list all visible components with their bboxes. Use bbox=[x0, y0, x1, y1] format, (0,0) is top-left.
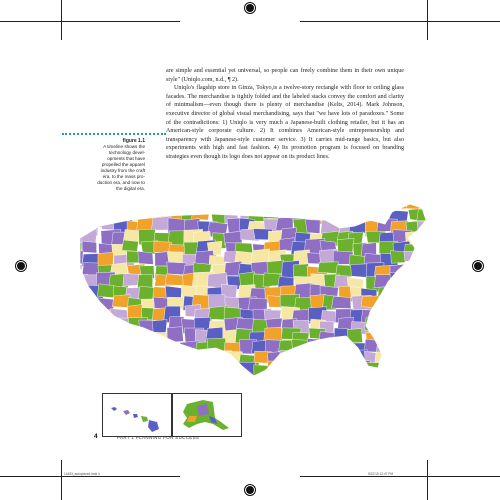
map-region bbox=[436, 263, 440, 279]
map-region bbox=[156, 385, 172, 386]
map-region bbox=[167, 198, 187, 212]
map-region bbox=[404, 306, 425, 322]
map-region bbox=[379, 361, 394, 376]
map-region bbox=[167, 327, 183, 343]
registration-mark-icon bbox=[246, 4, 254, 12]
map-region bbox=[333, 210, 350, 225]
map-region bbox=[141, 385, 156, 386]
map-region bbox=[80, 361, 101, 373]
map-region bbox=[126, 350, 147, 364]
map-region bbox=[138, 342, 153, 359]
map-region bbox=[122, 331, 140, 346]
map-region bbox=[255, 375, 271, 386]
map-region bbox=[307, 198, 325, 209]
paragraph: are simple and essential yet universal, so people can freely combine them in their own unique style" (Uniqlo.com, n.d., ¶ 2). bbox=[166, 68, 404, 83]
map-region bbox=[364, 199, 382, 211]
map-region bbox=[294, 350, 311, 363]
map-region bbox=[122, 240, 139, 251]
map-region bbox=[71, 364, 89, 379]
map-region bbox=[137, 374, 155, 386]
map-region bbox=[168, 374, 188, 386]
map-region bbox=[378, 373, 396, 386]
map-region bbox=[97, 284, 114, 298]
map-region bbox=[417, 273, 433, 289]
map-region bbox=[321, 206, 338, 221]
map-region bbox=[182, 384, 201, 386]
map-region bbox=[390, 373, 411, 386]
map-region bbox=[181, 374, 203, 386]
map-region bbox=[404, 251, 424, 262]
map-region bbox=[295, 374, 315, 386]
figure-label: figure 1.1 bbox=[122, 138, 145, 144]
trim-line bbox=[300, 476, 500, 477]
map-region bbox=[419, 263, 438, 276]
map-region bbox=[70, 219, 86, 235]
map-region bbox=[375, 351, 397, 364]
map-region bbox=[433, 320, 440, 335]
map-region bbox=[379, 297, 399, 308]
map-region bbox=[278, 362, 294, 378]
map-region bbox=[419, 373, 437, 386]
map-region bbox=[125, 198, 142, 213]
figure-caption bbox=[95, 138, 145, 192]
map-region bbox=[155, 352, 175, 363]
trim-line bbox=[61, 0, 62, 40]
map-region bbox=[406, 352, 423, 366]
us-map-graphic bbox=[70, 198, 440, 386]
map-region bbox=[415, 242, 436, 259]
map-region bbox=[435, 287, 440, 302]
map-region bbox=[377, 321, 393, 334]
map-region bbox=[278, 374, 295, 386]
map-region bbox=[347, 329, 362, 343]
map-region bbox=[420, 318, 439, 333]
map-region bbox=[318, 331, 335, 346]
map-region bbox=[143, 352, 161, 367]
map-region bbox=[99, 327, 119, 343]
map-region bbox=[420, 350, 438, 365]
map-region bbox=[437, 241, 440, 252]
us-map bbox=[70, 198, 440, 386]
map-region bbox=[95, 342, 114, 357]
map-region bbox=[332, 296, 351, 308]
map-region bbox=[432, 273, 440, 289]
map-region bbox=[421, 329, 437, 345]
map-region bbox=[406, 261, 422, 279]
map-region bbox=[70, 284, 85, 299]
map-region bbox=[320, 370, 340, 386]
map-region bbox=[433, 220, 440, 234]
map-region bbox=[236, 318, 255, 330]
map-region bbox=[194, 374, 212, 386]
map-region bbox=[351, 264, 367, 277]
map-region bbox=[390, 296, 410, 312]
print-slug-date: 9/22/15 12:47 PM bbox=[368, 472, 394, 476]
map-region bbox=[179, 363, 198, 374]
map-region bbox=[138, 365, 153, 381]
map-region bbox=[224, 372, 244, 385]
map-region bbox=[154, 198, 169, 209]
map-region bbox=[420, 310, 438, 324]
hawaii-inset bbox=[102, 393, 172, 437]
map-region bbox=[166, 363, 181, 380]
map-region bbox=[82, 320, 99, 334]
map-region bbox=[318, 262, 338, 274]
map-region bbox=[430, 373, 440, 386]
map-region bbox=[436, 342, 440, 356]
map-region bbox=[138, 251, 154, 264]
map-region bbox=[221, 362, 241, 378]
map-region bbox=[294, 198, 313, 211]
hawaii-map bbox=[103, 394, 171, 436]
map-region bbox=[389, 331, 412, 344]
print-slug-file: 14453_autoplaced.indd 4 bbox=[64, 472, 100, 476]
trim-line bbox=[300, 21, 500, 22]
running-head: PART 1 PLANNING FOR SUCCESS bbox=[117, 435, 200, 440]
map-region bbox=[322, 339, 338, 352]
trim-line bbox=[427, 460, 428, 500]
map-region bbox=[309, 349, 327, 363]
map-region bbox=[335, 198, 353, 213]
map-region bbox=[305, 220, 320, 234]
map-region bbox=[379, 198, 394, 210]
map-region bbox=[114, 340, 133, 358]
map-region bbox=[109, 353, 129, 365]
map-region bbox=[70, 297, 91, 310]
map-region bbox=[152, 320, 167, 334]
caption-rule bbox=[62, 133, 166, 135]
map-region bbox=[434, 209, 440, 226]
map-region bbox=[70, 350, 83, 361]
map-region bbox=[417, 294, 436, 309]
map-region bbox=[138, 330, 154, 343]
map-region bbox=[267, 361, 282, 374]
trim-line bbox=[0, 21, 180, 22]
map-region bbox=[391, 354, 409, 366]
map-region bbox=[349, 385, 368, 386]
map-region bbox=[168, 383, 188, 386]
map-region bbox=[433, 253, 440, 268]
map-region bbox=[142, 198, 158, 212]
map-region bbox=[380, 327, 400, 344]
map-region bbox=[350, 372, 365, 386]
map-region bbox=[418, 385, 438, 386]
map-region bbox=[350, 198, 370, 210]
registration-mark-icon bbox=[17, 262, 25, 270]
map-region bbox=[70, 310, 86, 323]
map-region bbox=[366, 362, 384, 376]
map-region bbox=[419, 233, 436, 245]
map-region bbox=[70, 375, 87, 386]
map-region bbox=[169, 349, 186, 363]
map-region bbox=[305, 364, 323, 377]
map-region bbox=[84, 372, 104, 386]
map-region bbox=[404, 330, 424, 342]
map-region bbox=[72, 337, 90, 352]
map-region bbox=[290, 364, 310, 381]
figure-caption-text: A timeline shows the technology devel-opments that have propelled the apparel industry from the craft era, to the mass pro-duction era, and now to the digital era. bbox=[97, 144, 145, 191]
map-region bbox=[70, 251, 83, 264]
map-region bbox=[377, 287, 395, 299]
map-region bbox=[98, 209, 119, 223]
map-region bbox=[391, 341, 408, 356]
map-region bbox=[181, 199, 202, 215]
map-region bbox=[154, 362, 175, 375]
map-region bbox=[210, 381, 233, 386]
map-region bbox=[278, 198, 294, 209]
map-region bbox=[153, 373, 171, 386]
registration-mark-icon bbox=[246, 486, 254, 494]
map-region bbox=[208, 295, 226, 308]
map-region bbox=[85, 211, 103, 227]
map-region bbox=[267, 260, 284, 274]
map-region bbox=[335, 352, 354, 366]
map-region bbox=[97, 319, 116, 335]
map-region bbox=[420, 252, 439, 266]
map-region bbox=[108, 326, 129, 342]
map-region bbox=[127, 361, 142, 374]
map-region bbox=[265, 384, 282, 386]
map-region bbox=[249, 384, 268, 386]
map-region bbox=[207, 198, 227, 212]
map-region bbox=[395, 284, 410, 298]
map-region bbox=[109, 374, 129, 386]
map-region bbox=[225, 383, 240, 386]
map-region bbox=[70, 208, 84, 222]
alaska-map bbox=[173, 394, 241, 436]
map-region bbox=[334, 342, 350, 353]
map-region bbox=[376, 384, 394, 386]
map-region bbox=[83, 339, 102, 354]
map-region bbox=[97, 198, 115, 209]
map-region bbox=[421, 286, 436, 299]
registration-mark-icon bbox=[474, 262, 482, 270]
map-region bbox=[408, 321, 430, 337]
map-region bbox=[193, 198, 210, 209]
map-region bbox=[391, 251, 406, 264]
map-region bbox=[407, 287, 425, 304]
map-region bbox=[435, 230, 440, 247]
map-region bbox=[348, 208, 366, 224]
map-region bbox=[82, 241, 96, 253]
map-region bbox=[363, 376, 384, 386]
map-region bbox=[435, 198, 440, 209]
map-region bbox=[318, 353, 339, 368]
trim-line bbox=[427, 0, 428, 40]
map-region bbox=[335, 373, 356, 386]
map-region bbox=[402, 277, 423, 291]
map-region bbox=[321, 363, 340, 377]
body-text bbox=[166, 67, 404, 162]
map-region bbox=[417, 208, 436, 221]
map-region bbox=[70, 198, 85, 212]
map-region bbox=[375, 209, 392, 220]
map-region bbox=[85, 309, 104, 324]
map-region bbox=[81, 350, 101, 367]
map-region bbox=[377, 309, 398, 324]
map-region bbox=[98, 361, 116, 372]
map-region bbox=[334, 328, 349, 344]
map-region bbox=[393, 320, 413, 332]
map-region bbox=[419, 198, 436, 210]
map-region bbox=[264, 327, 283, 341]
trim-line bbox=[0, 476, 180, 477]
map-region bbox=[254, 198, 269, 213]
map-region bbox=[151, 341, 172, 355]
page-number: 4 bbox=[94, 433, 98, 440]
map-region bbox=[390, 363, 409, 378]
trim-line bbox=[61, 460, 62, 500]
map-region bbox=[110, 198, 127, 212]
map-region bbox=[265, 373, 284, 386]
map-region bbox=[70, 320, 82, 333]
map-region bbox=[406, 298, 423, 309]
map-region bbox=[112, 295, 130, 308]
map-region bbox=[80, 383, 98, 386]
map-region bbox=[84, 329, 104, 342]
map-region bbox=[435, 361, 440, 377]
map-region bbox=[361, 296, 380, 308]
map-region bbox=[122, 338, 143, 351]
paragraph: Uniqlo's flagship store in Ginza, Tokyo,is a twelve-story rectangle with floor to ceiling glass facades. The merchandise is tightly folded and the labeled stacks convey the comfort and clarity of minimalism—even though there is plenty of merchandise (Kelts, 2014). Mark Johnson, executive director of global visual merchandising, says that "we have lots of paradoxes." Some of the contradictions: 1) Uniqlo is very much a Japanese-built clothing retailer, but it has an American-style corporate culture. 2) It combines American-style entrepreneurship and transparency with Japanese-style customer service. 3) It carries mid-range basics, but also experiments with high and fast fashion. 4) Its promotion program is focused on branding strategies even though its logo does not appear on its product lines. bbox=[166, 85, 404, 160]
map-region bbox=[82, 198, 102, 212]
map-region bbox=[109, 359, 125, 373]
alaska-inset bbox=[172, 393, 242, 437]
map-region bbox=[421, 343, 440, 359]
map-region bbox=[237, 199, 254, 215]
map-region bbox=[335, 361, 353, 375]
map-region bbox=[193, 363, 215, 376]
map-region bbox=[98, 351, 114, 363]
map-region bbox=[98, 373, 115, 386]
map-region bbox=[70, 385, 86, 386]
map-region bbox=[222, 198, 242, 212]
map-region bbox=[407, 365, 422, 380]
map-region bbox=[431, 298, 440, 310]
map-region bbox=[238, 376, 255, 386]
map-region bbox=[390, 272, 410, 289]
map-region bbox=[418, 364, 434, 377]
map-region bbox=[320, 200, 339, 215]
map-region bbox=[436, 354, 440, 367]
map-region bbox=[321, 383, 338, 386]
map-region bbox=[167, 262, 186, 275]
map-region bbox=[212, 363, 229, 378]
map-region bbox=[310, 385, 326, 386]
map-region bbox=[184, 350, 206, 368]
map-region bbox=[407, 338, 425, 351]
map-region bbox=[70, 330, 84, 344]
map-region bbox=[126, 374, 143, 386]
map-region bbox=[437, 332, 440, 346]
map-region bbox=[407, 371, 426, 386]
map-region bbox=[195, 351, 212, 366]
map-region bbox=[395, 310, 415, 325]
map-region bbox=[264, 198, 283, 209]
map-region bbox=[433, 306, 440, 318]
map-region bbox=[306, 372, 327, 386]
map-region bbox=[208, 373, 226, 386]
